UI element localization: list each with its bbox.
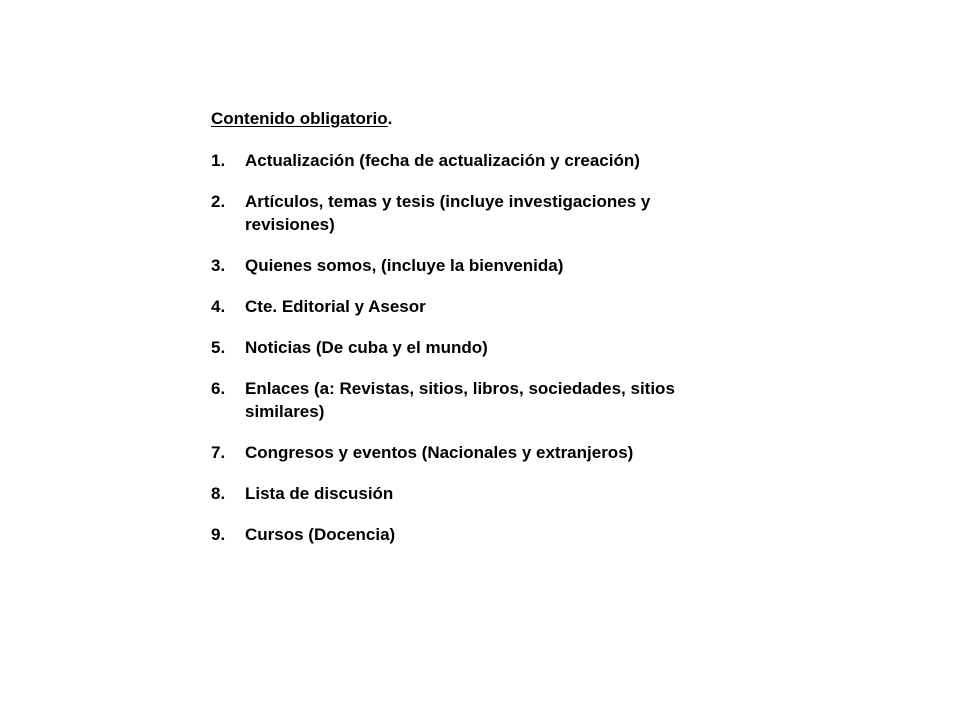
list-item-text: Artículos, temas y tesis (incluye investigaciones y revisiones) — [245, 192, 651, 234]
list-item-number: 9. — [211, 525, 226, 544]
list-item-number: 6. — [211, 379, 226, 398]
list-item-text: Lista de discusión — [245, 484, 394, 503]
list-item — [211, 336, 731, 359]
content-block — [211, 107, 731, 564]
list-item-number: 4. — [211, 297, 226, 316]
list-item-number: 5. — [211, 338, 226, 357]
list-item-text: Congresos y eventos (Nacionales y extranjeros) — [245, 443, 634, 462]
list-item-number: 3. — [211, 256, 226, 275]
list-item-text: Noticias (De cuba y el mundo) — [245, 338, 488, 357]
list-item-text: Quienes somos, (incluye la bienvenida) — [245, 256, 564, 275]
list-item — [211, 523, 731, 546]
list-item-text: Cursos (Docencia) — [245, 525, 396, 544]
list-item-text: Actualización (fecha de actualización y creación) — [245, 151, 640, 170]
list-item — [211, 295, 731, 318]
list-item-text: Cte. Editorial y Asesor — [245, 297, 426, 316]
content-list — [211, 149, 731, 546]
list-item — [211, 149, 731, 172]
list-item-number: 7. — [211, 443, 226, 462]
list-item — [211, 377, 731, 423]
list-item-number: 8. — [211, 484, 226, 503]
section-heading — [211, 107, 731, 130]
list-item — [211, 482, 731, 505]
heading-period: . — [387, 109, 393, 128]
list-item — [211, 254, 731, 277]
heading-text: Contenido obligatorio — [211, 109, 388, 128]
list-item-text: Enlaces (a: Revistas, sitios, libros, sociedades, sitios similares) — [245, 379, 675, 421]
list-item — [211, 190, 731, 236]
list-item — [211, 441, 731, 464]
list-item-number: 2. — [211, 192, 226, 211]
list-item-number: 1. — [211, 151, 226, 170]
